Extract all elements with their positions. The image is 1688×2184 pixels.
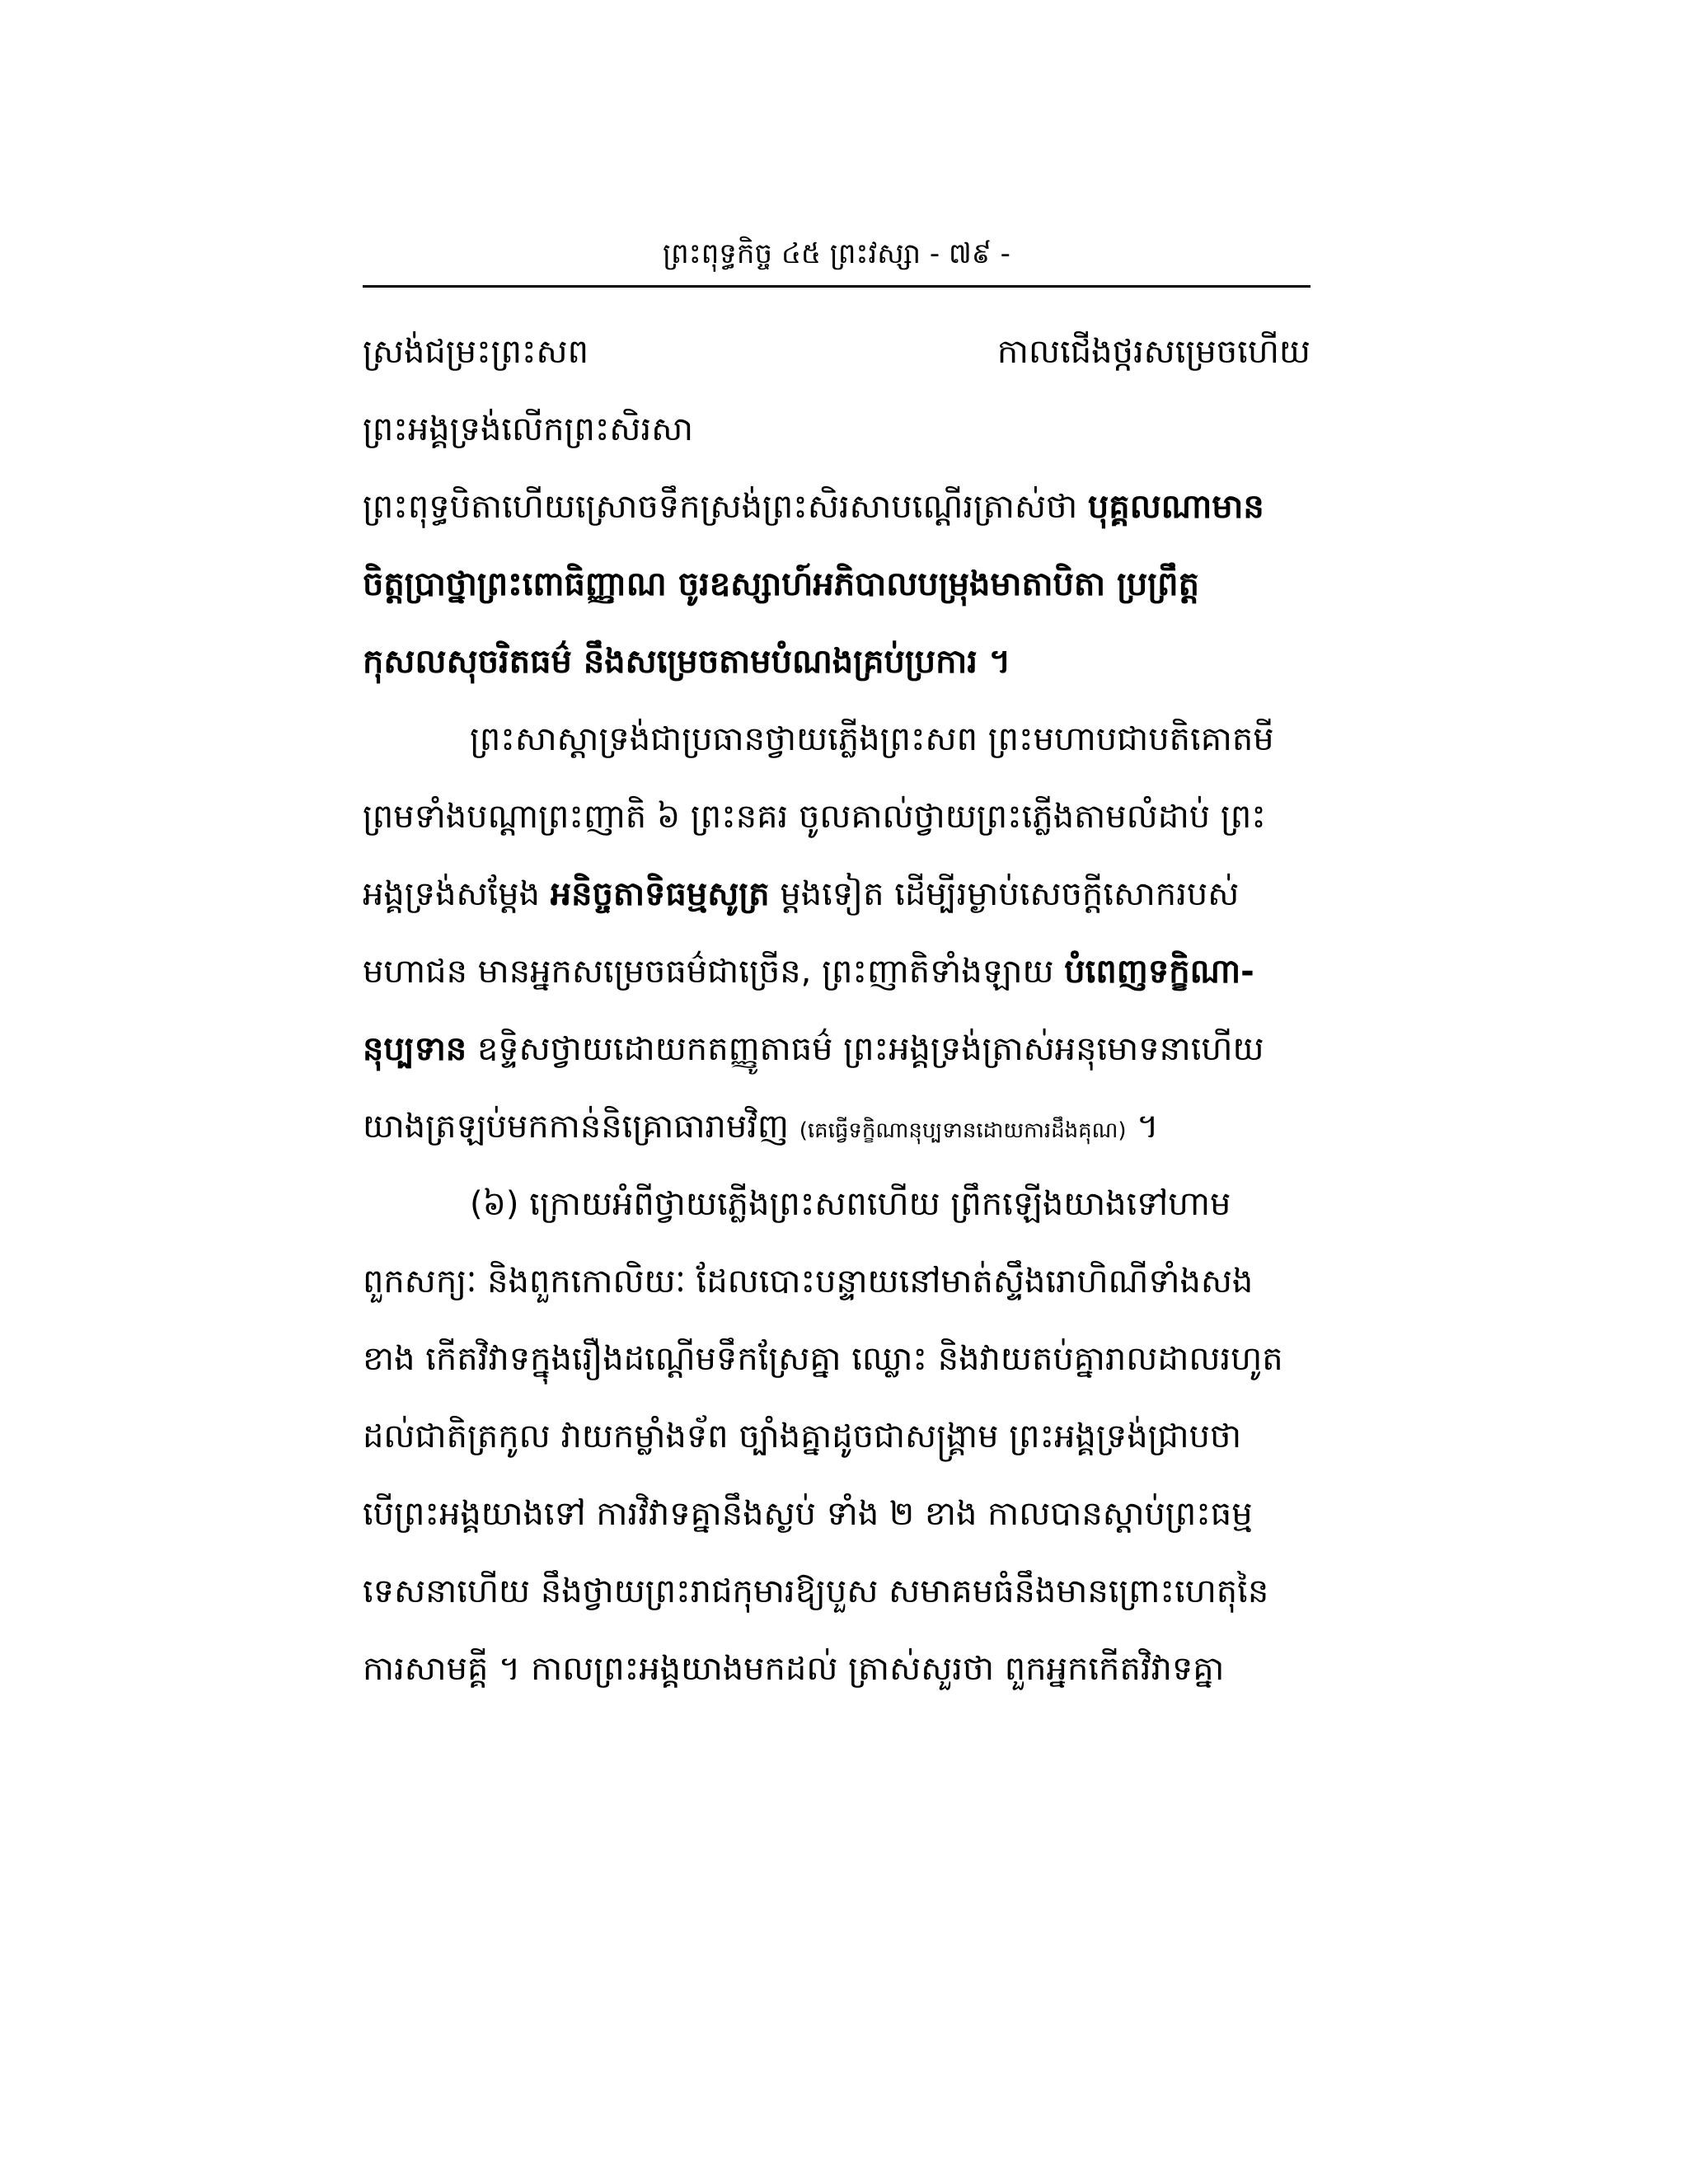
line-text: អង្គទ្រង់សម្ដែង xyxy=(363,875,541,913)
line-after-text: ឧទ្ទិសថ្វាយដោយកតញ្ញូតាធម៌ ព្រះអង្គទ្រង់ត្រាស់អនុមោទនាហើយ xyxy=(476,1030,1264,1068)
line-after-text: ។ xyxy=(1137,1108,1159,1146)
text-line xyxy=(363,1010,1311,1088)
line-text: ព្រះអង្គទ្រង់លើកព្រះសិរសា xyxy=(363,410,693,448)
text-line xyxy=(363,855,1311,933)
line-text: ព្រះពុទ្ធបិតាហើយស្រោចទឹកស្រង់ព្រះសិរសាបណ្ដើរត្រាស់ថា xyxy=(363,488,1078,526)
line-text: មហាជន មានអ្នកសម្រេចធម៌ជាច្រើន, ព្រះញាតិទាំងឡាយ xyxy=(363,953,1054,991)
text-line xyxy=(363,701,1311,778)
line-bold-text: ចិត្តប្រាថ្នាព្រះពោធិញ្ញាណ ចូរឧស្សាហ៍អភិបាលបម្រុងមាតាបិតា ប្រព្រឹត្ត xyxy=(363,565,1199,603)
line-text: ការសាមគ្គី ។ កាលព្រះអង្គយាងមកដល់ ត្រាស់សួរថា ពួកអ្នកកើតវិវាទគ្នា xyxy=(363,1650,1225,1688)
line-bold-text: បំពេញទក្ខិណា- xyxy=(1064,953,1254,991)
text-line xyxy=(363,1475,1311,1553)
line-bold-text: នុប្បទាន xyxy=(363,1030,467,1068)
text-line xyxy=(363,1243,1311,1320)
text-line xyxy=(363,623,1311,701)
text-line xyxy=(363,933,1311,1010)
text-line xyxy=(363,1165,1311,1243)
line-text: ពួកសក្យៈ និងពួកកោលិយៈ ដែលបោះបន្ទាយនៅមាត់ស្ទឹងរោហិណីទាំងសង xyxy=(363,1263,1254,1301)
text-line xyxy=(363,546,1311,623)
text-line xyxy=(363,391,1311,468)
line-text: ព្រមទាំងបណ្ដាព្រះញាតិ ៦ ព្រះនគរ ចូលគាល់ថ្វាយព្រះភ្លើងតាមលំដាប់ ព្រះ xyxy=(363,798,1266,836)
text-line xyxy=(363,778,1311,855)
text-line xyxy=(363,313,1311,391)
line-text: ដល់ជាតិត្រកូល វាយកម្លាំងទ័ព ច្បាំងគ្នាដូចជាសង្គ្រាម ព្រះអង្គទ្រង់ជ្រាបថា xyxy=(363,1418,1242,1455)
body-text xyxy=(363,313,1311,1708)
line-right-text: កាលជើងថ្ករសម្រេចហើយ xyxy=(996,333,1311,371)
text-line xyxy=(363,468,1311,546)
text-line xyxy=(363,1088,1311,1165)
line-note-text: (គេធ្វើទក្ខិណានុប្បទានដោយការដឹងគុណ) xyxy=(799,1118,1127,1143)
line-text: (៦) ក្រោយអំពីថ្វាយភ្លើងព្រះសពហើយ ព្រឹកឡើងយាងទៅហាម xyxy=(470,1185,1231,1223)
line-after-text: ម្ដងទៀត ដើម្បីរម្ងាប់សេចក្ដីសោករបស់ xyxy=(780,875,1240,913)
line-bold-text: បុគ្គលណាមាន xyxy=(1087,488,1264,526)
header-rule xyxy=(363,285,1311,288)
line-text: ខាង កើតវិវាទក្នុងរឿងដណ្ដើមទឹកស្រែគ្នា ឈ្លោះ និងវាយតប់គ្នារាលដាលរហូត xyxy=(363,1340,1283,1378)
line-text: យាងត្រឡប់មកកាន់និគ្រោធារាមវិញ xyxy=(363,1108,789,1146)
text-line xyxy=(363,1630,1311,1708)
line-left-text: ស្រង់ជម្រះព្រះសព xyxy=(363,333,589,371)
line-text: បើព្រះអង្គយាងទៅ ការវិវាទគ្នានឹងស្ងប់ ទាំង ២ ខាង កាលបានស្ដាប់ព្រះធម្ម xyxy=(363,1495,1253,1533)
line-text: ទេសនាហើយ នឹងថ្វាយព្រះរាជកុមារឱ្យបួស សមាគមធំនឹងមានព្រោះហេតុនៃ xyxy=(363,1572,1269,1610)
text-line xyxy=(363,1320,1311,1398)
line-bold-text: កុសលសុចរិតធម៌ នឹងសម្រេចតាមបំណងគ្រប់ប្រការ ។ xyxy=(363,643,1011,681)
page-header: ព្រះពុទ្ធកិច្ច ៤៥ ព្រះវស្សា - ៧៩ - xyxy=(663,237,1010,270)
line-text: ព្រះសាស្ដាទ្រង់ជាប្រធានថ្វាយភ្លើងព្រះសព ព្រះមហាបជាបតិគោតមី xyxy=(470,720,1274,758)
text-line xyxy=(363,1553,1311,1630)
text-line xyxy=(363,1398,1311,1475)
line-bold-text: អនិច្ចតាទិធម្មសូត្រ xyxy=(550,875,770,913)
